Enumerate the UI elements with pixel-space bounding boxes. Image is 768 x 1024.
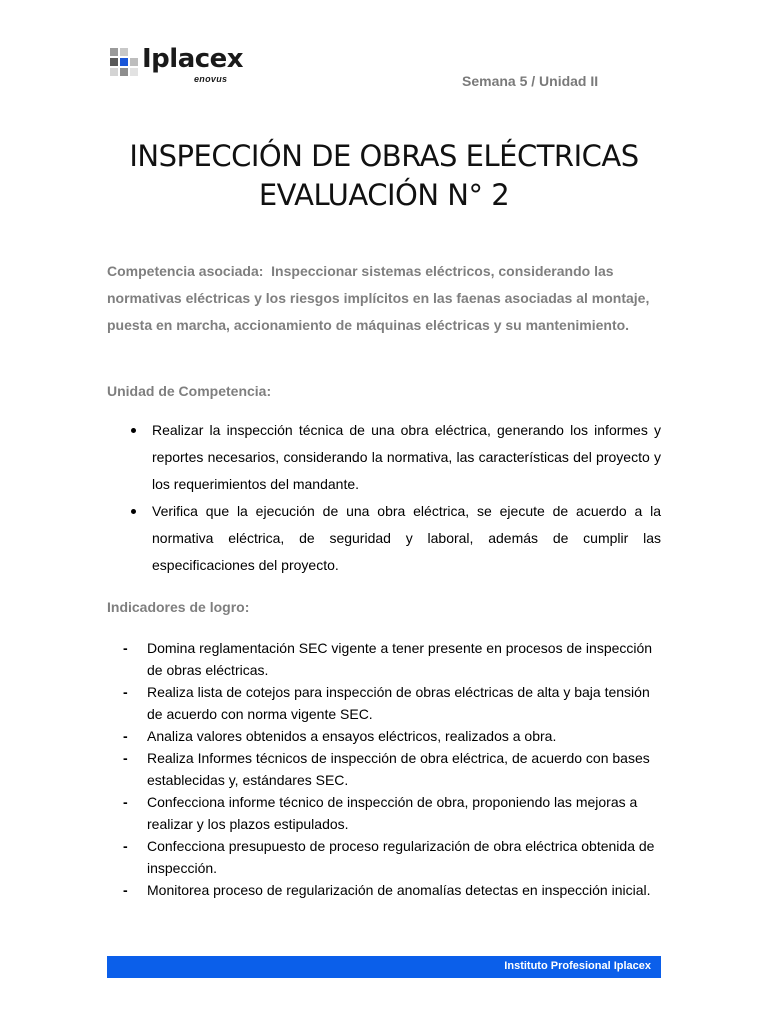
dash-marker: - — [123, 794, 128, 810]
list-item — [107, 725, 661, 747]
unidad-competencia-list — [107, 417, 661, 579]
dash-marker: - — [123, 882, 128, 898]
logo-text: Iplacex — [142, 44, 244, 74]
list-item: Realizar la inspección técnica de una obra eléctrica, generando los informes y reportes necesarios, considerando la normativa, las características del proyecto y los requerimientos del mandante. — [107, 417, 661, 498]
list-item-text: Domina reglamentación SEC vigente a tener presente en procesos de inspección de obras eléctricas. — [147, 640, 653, 678]
competencia-label: Competencia asociada: — [107, 263, 264, 279]
dash-marker: - — [123, 684, 128, 700]
list-item-text: Confecciona presupuesto de proceso regularización de obra eléctrica obtenida de inspección. — [147, 838, 655, 876]
list-item — [107, 747, 661, 791]
list-item — [107, 637, 661, 681]
list-item-text: Analiza valores obtenidos a ensayos eléctricos, realizados a obra. — [147, 728, 557, 744]
list-item-text: Confecciona informe técnico de inspección de obra, proponiendo las mejoras a realizar y los plazos estipulados. — [147, 794, 638, 832]
title-line-1: INSPECCIÓN DE OBRAS ELÉCTRICAS — [129, 139, 639, 173]
week-unit-label: Semana 5 / Unidad II — [462, 73, 599, 89]
logo-subtext: enovus — [194, 74, 228, 84]
logo-grid-icon — [110, 48, 138, 78]
dash-marker: - — [123, 750, 128, 766]
list-item-text: Realiza lista de cotejos para inspección de obras eléctricas de alta y baja tensión de acuerdo con norma vigente SEC. — [147, 684, 650, 722]
iplacex-logo — [110, 44, 250, 88]
dash-marker: - — [123, 728, 128, 744]
dash-marker: - — [123, 838, 128, 854]
list-item — [107, 879, 661, 901]
list-item: Verifica que la ejecución de una obra eléctrica, se ejecute de acuerdo a la normativa eléctrica, de seguridad y laboral, además de cumplir las especificaciones del proyecto. — [107, 498, 661, 579]
dash-marker: - — [123, 640, 128, 656]
list-item-text: Realiza Informes técnicos de inspección de obra eléctrica, de acuerdo con bases establecidas y, estándares SEC. — [147, 750, 650, 788]
list-item-text: Monitorea proceso de regularización de anomalías detectas en inspección inicial. — [147, 882, 651, 898]
footer-bar — [107, 956, 661, 978]
unidad-competencia-heading: Unidad de Competencia: — [107, 383, 272, 399]
document-title — [0, 137, 768, 215]
title-line-2: EVALUACIÓN N° 2 — [258, 178, 510, 212]
list-item — [107, 791, 661, 835]
competencia-paragraph — [107, 258, 667, 339]
indicadores-list — [107, 637, 661, 901]
list-item — [107, 835, 661, 879]
indicadores-heading: Indicadores de logro: — [107, 599, 250, 615]
competencia-text: Inspeccionar sistemas eléctricos, considerando las normativas eléctricas y los riesgos implícitos en las faenas asociadas al montaje, puesta en marcha, accionamiento de máquinas eléctricas y su mantenimiento. — [107, 263, 650, 333]
footer-institution-label: Instituto Profesional Iplacex — [504, 960, 651, 972]
list-item — [107, 681, 661, 725]
